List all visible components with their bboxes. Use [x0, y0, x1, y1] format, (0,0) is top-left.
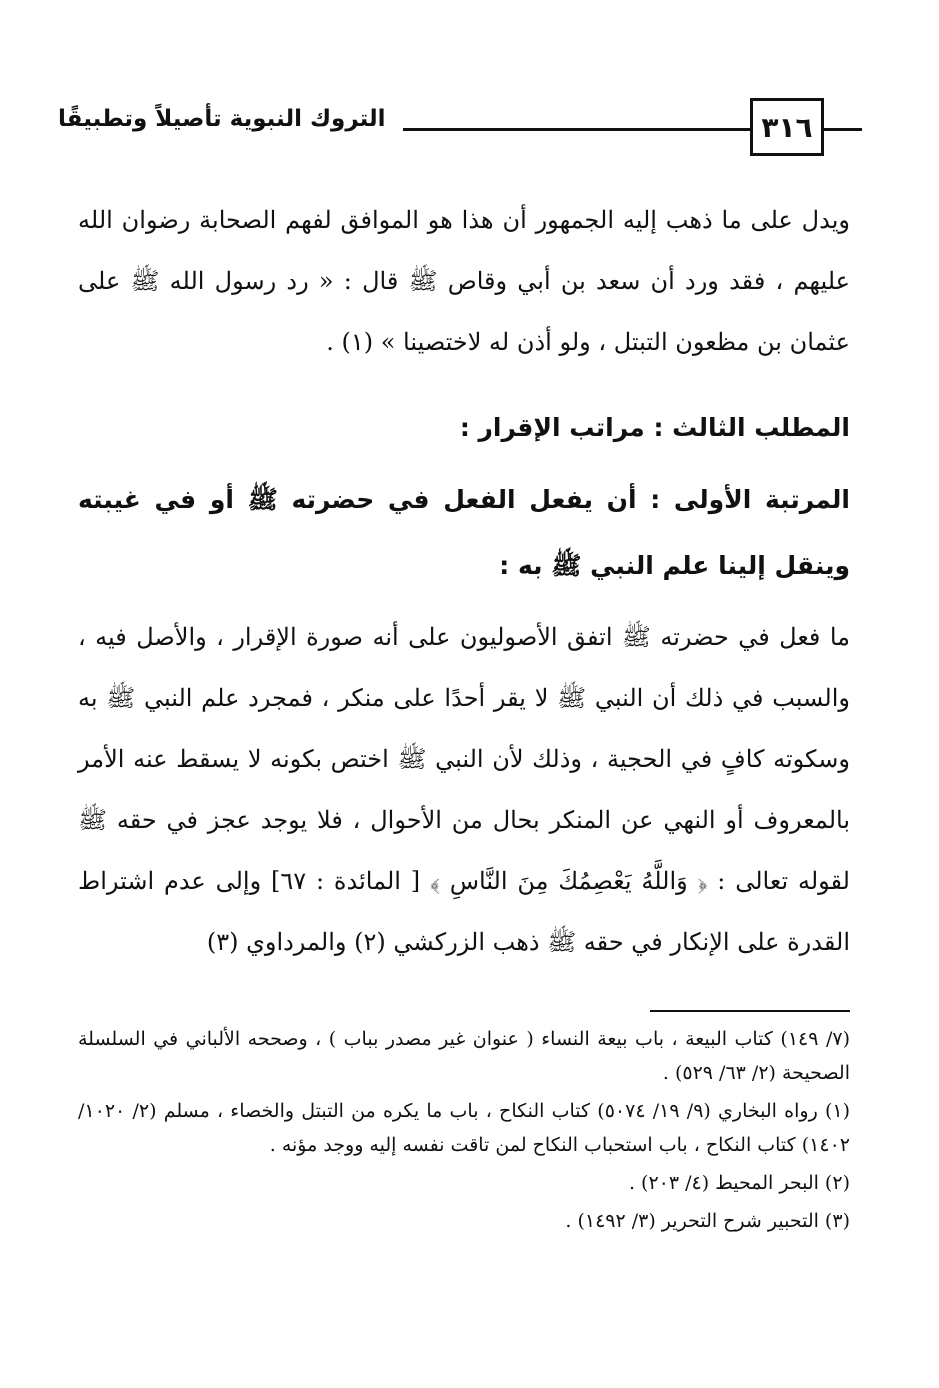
footnote-3: (٣) التحبير شرح التحرير (٣/ ١٤٩٢) .: [565, 1210, 850, 1232]
main-text: [78, 190, 850, 973]
running-title: التروك النبوية تأصيلاً وتطبيقًا: [58, 106, 386, 132]
rank-heading: المرتبة الأولى : أن يفعل الفعل في حضرته ﷺ أو في غيبته وينقل إلينا علم النبي ﷺ به :: [78, 485, 850, 580]
section-heading: المطلب الثالث : مراتب الإقرار :: [459, 413, 850, 442]
paragraph-rank-explanation: ما فعل في حضرته ﷺ اتفق الأصوليون على أنه صورة الإقرار ، والأصل فيه ، والسبب في ذلك أن النبي ﷺ لا يقر أحدًا على منكر ، فمجرد علم النبي ﷺ به وسكوته كافٍ في الحجية ، وذلك لأن النبي ﷺ اختص بكونه لا يسقط عنه الأمر بالمعروف أو النهي عن المنكر بحال من الأحوال ، فلا يوجد عجز في حقه ﷺ لقوله تعالى : ﴿ وَاللَّهُ يَعْصِمُكَ مِنَ النَّاسِ ﴾ [ المائدة : ٦٧] وإلى عدم اشتراط القدرة على الإنكار في حقه ﷺ ذهب الزركشي (٢) والمرداوي (٣): [78, 623, 850, 956]
header-rule-right: [824, 128, 862, 131]
footnotes: [78, 1022, 850, 1238]
footnote-1: (١) رواه البخاري (٩/ ١٩/ ٥٠٧٤) كتاب النكاح ، باب ما يكره من التبتل والخصاء ، مسلم (٢/ ١٠٢٠/ ١٤٠٢) كتاب النكاح ، باب استحباب النكاح لمن تاقت نفسه إليه ووجد مؤنه .: [78, 1100, 850, 1156]
footnote-continued: (٧/ ١٤٩) كتاب البيعة ، باب بيعة النساء ( عنوان غير مصدر بباب ) ، وصححه الألباني في السلسلة الصحيحة (٢/ ٦٣/ ٥٢٩) .: [78, 1028, 850, 1084]
footnote-divider: [650, 1010, 850, 1012]
page-number: ٣١٦: [750, 98, 824, 156]
page-header: [58, 98, 862, 160]
paragraph-evidence: ويدل على ما ذهب إليه الجمهور أن هذا هو الموافق لفهم الصحابة رضوان الله عليهم ، فقد ورد أن سعد بن أبي وقاص ﷺ قال : « رد رسول الله ﷺ على عثمان بن مظعون التبتل ، ولو أذن له لاختصينا » (١) .: [78, 206, 850, 356]
header-rule-left: [403, 128, 750, 131]
footnote-2: (٢) البحر المحيط (٤/ ٢٠٣) .: [628, 1172, 850, 1194]
